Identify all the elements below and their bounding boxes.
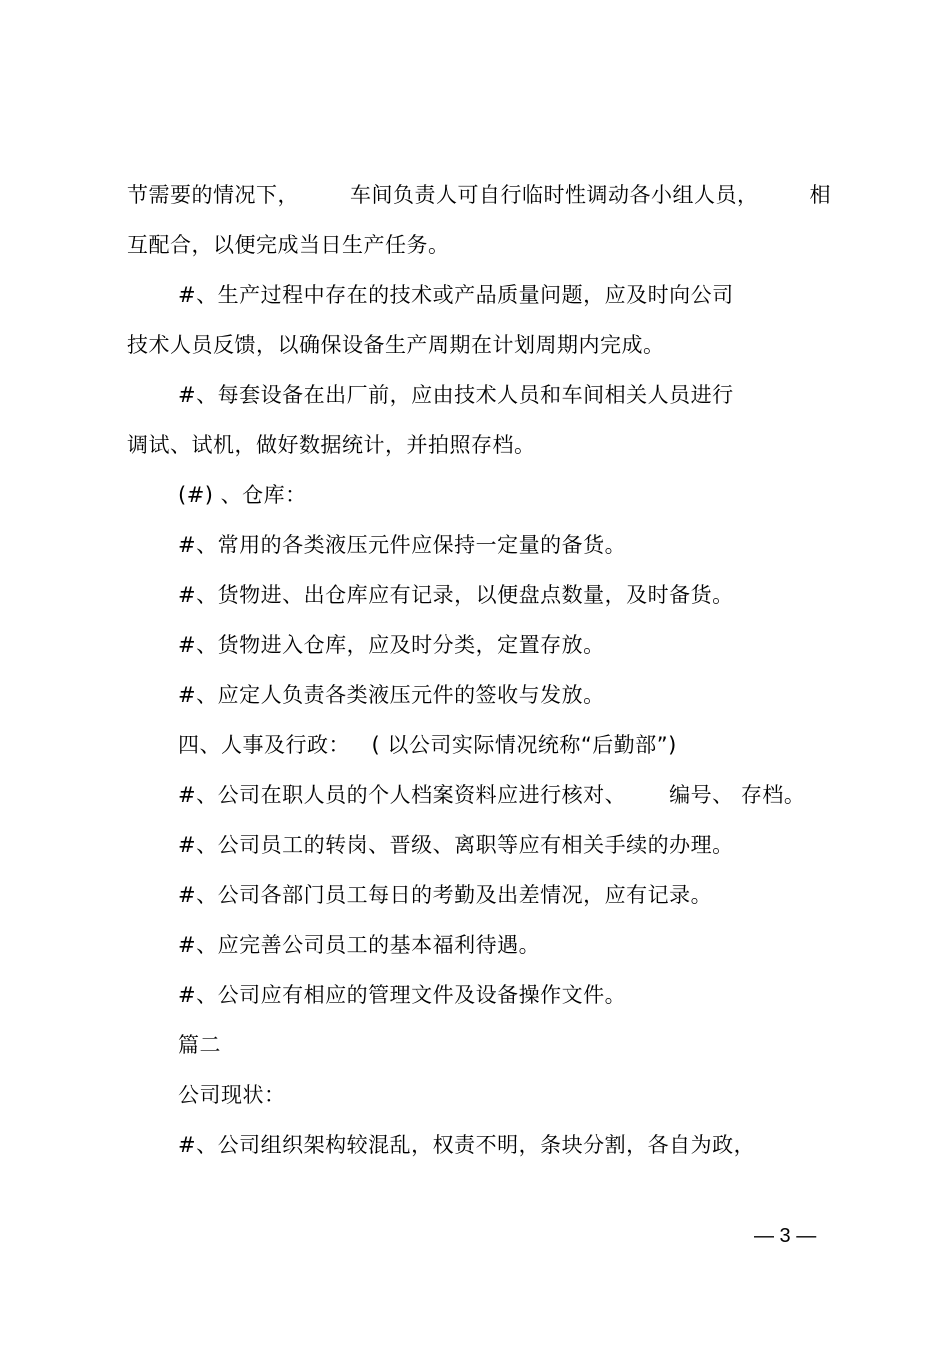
body-line-13: #、公司在职人员的个人档案资料应进行核对、 编号、 存档。 [178, 783, 806, 807]
section-heading-warehouse: (#) 、仓库： [178, 483, 307, 507]
section-heading-hr-admin: 四、人事及行政： ( 以公司实际情况统称“后勤部”) [178, 733, 677, 757]
body-line-16: #、应完善公司员工的基本福利待遇。 [178, 933, 541, 957]
body-line-5: #、每套设备在出厂前，应由技术人员和车间相关人员进行 [178, 383, 734, 407]
body-line-1-part-3: 相 [809, 183, 831, 207]
section-heading-part-two: 篇二 [178, 1033, 221, 1057]
body-line-6: 调试、试机，做好数据统计，并拍照存档。 [127, 433, 536, 457]
body-line-4: 技术人员反馈，以确保设备生产周期在计划周期内完成。 [127, 333, 665, 357]
body-line-8: #、常用的各类液压元件应保持一定量的备货。 [178, 533, 627, 557]
body-line-1 [127, 180, 831, 210]
body-line-15: #、公司各部门员工每日的考勤及出差情况，应有记录。 [178, 883, 713, 907]
body-line-11: #、应定人负责各类液压元件的签收与发放。 [178, 683, 605, 707]
body-line-9: #、货物进、出仓库应有记录，以便盘点数量，及时备货。 [178, 583, 734, 607]
body-line-10: #、货物进入仓库，应及时分类，定置存放。 [178, 633, 605, 657]
section-heading-company-status: 公司现状： [178, 1083, 286, 1107]
body-line-1-part-2: 车间负责人可自行临时性调动各小组人员， [350, 183, 759, 207]
body-line-17: #、公司应有相应的管理文件及设备操作文件。 [178, 983, 627, 1007]
body-line-2: 互配合，以便完成当日生产任务。 [127, 233, 450, 257]
body-line-3: #、生产过程中存在的技术或产品质量问题，应及时向公司 [178, 283, 734, 307]
body-line-1-part-1: 节需要的情况下， [127, 183, 299, 207]
body-line-20: #、公司组织架构较混乱，权责不明，条块分割，各自为政， [178, 1133, 756, 1157]
page-number: — 3 — [754, 1225, 817, 1247]
body-line-14: #、公司员工的转岗、晋级、离职等应有相关手续的办理。 [178, 833, 734, 857]
